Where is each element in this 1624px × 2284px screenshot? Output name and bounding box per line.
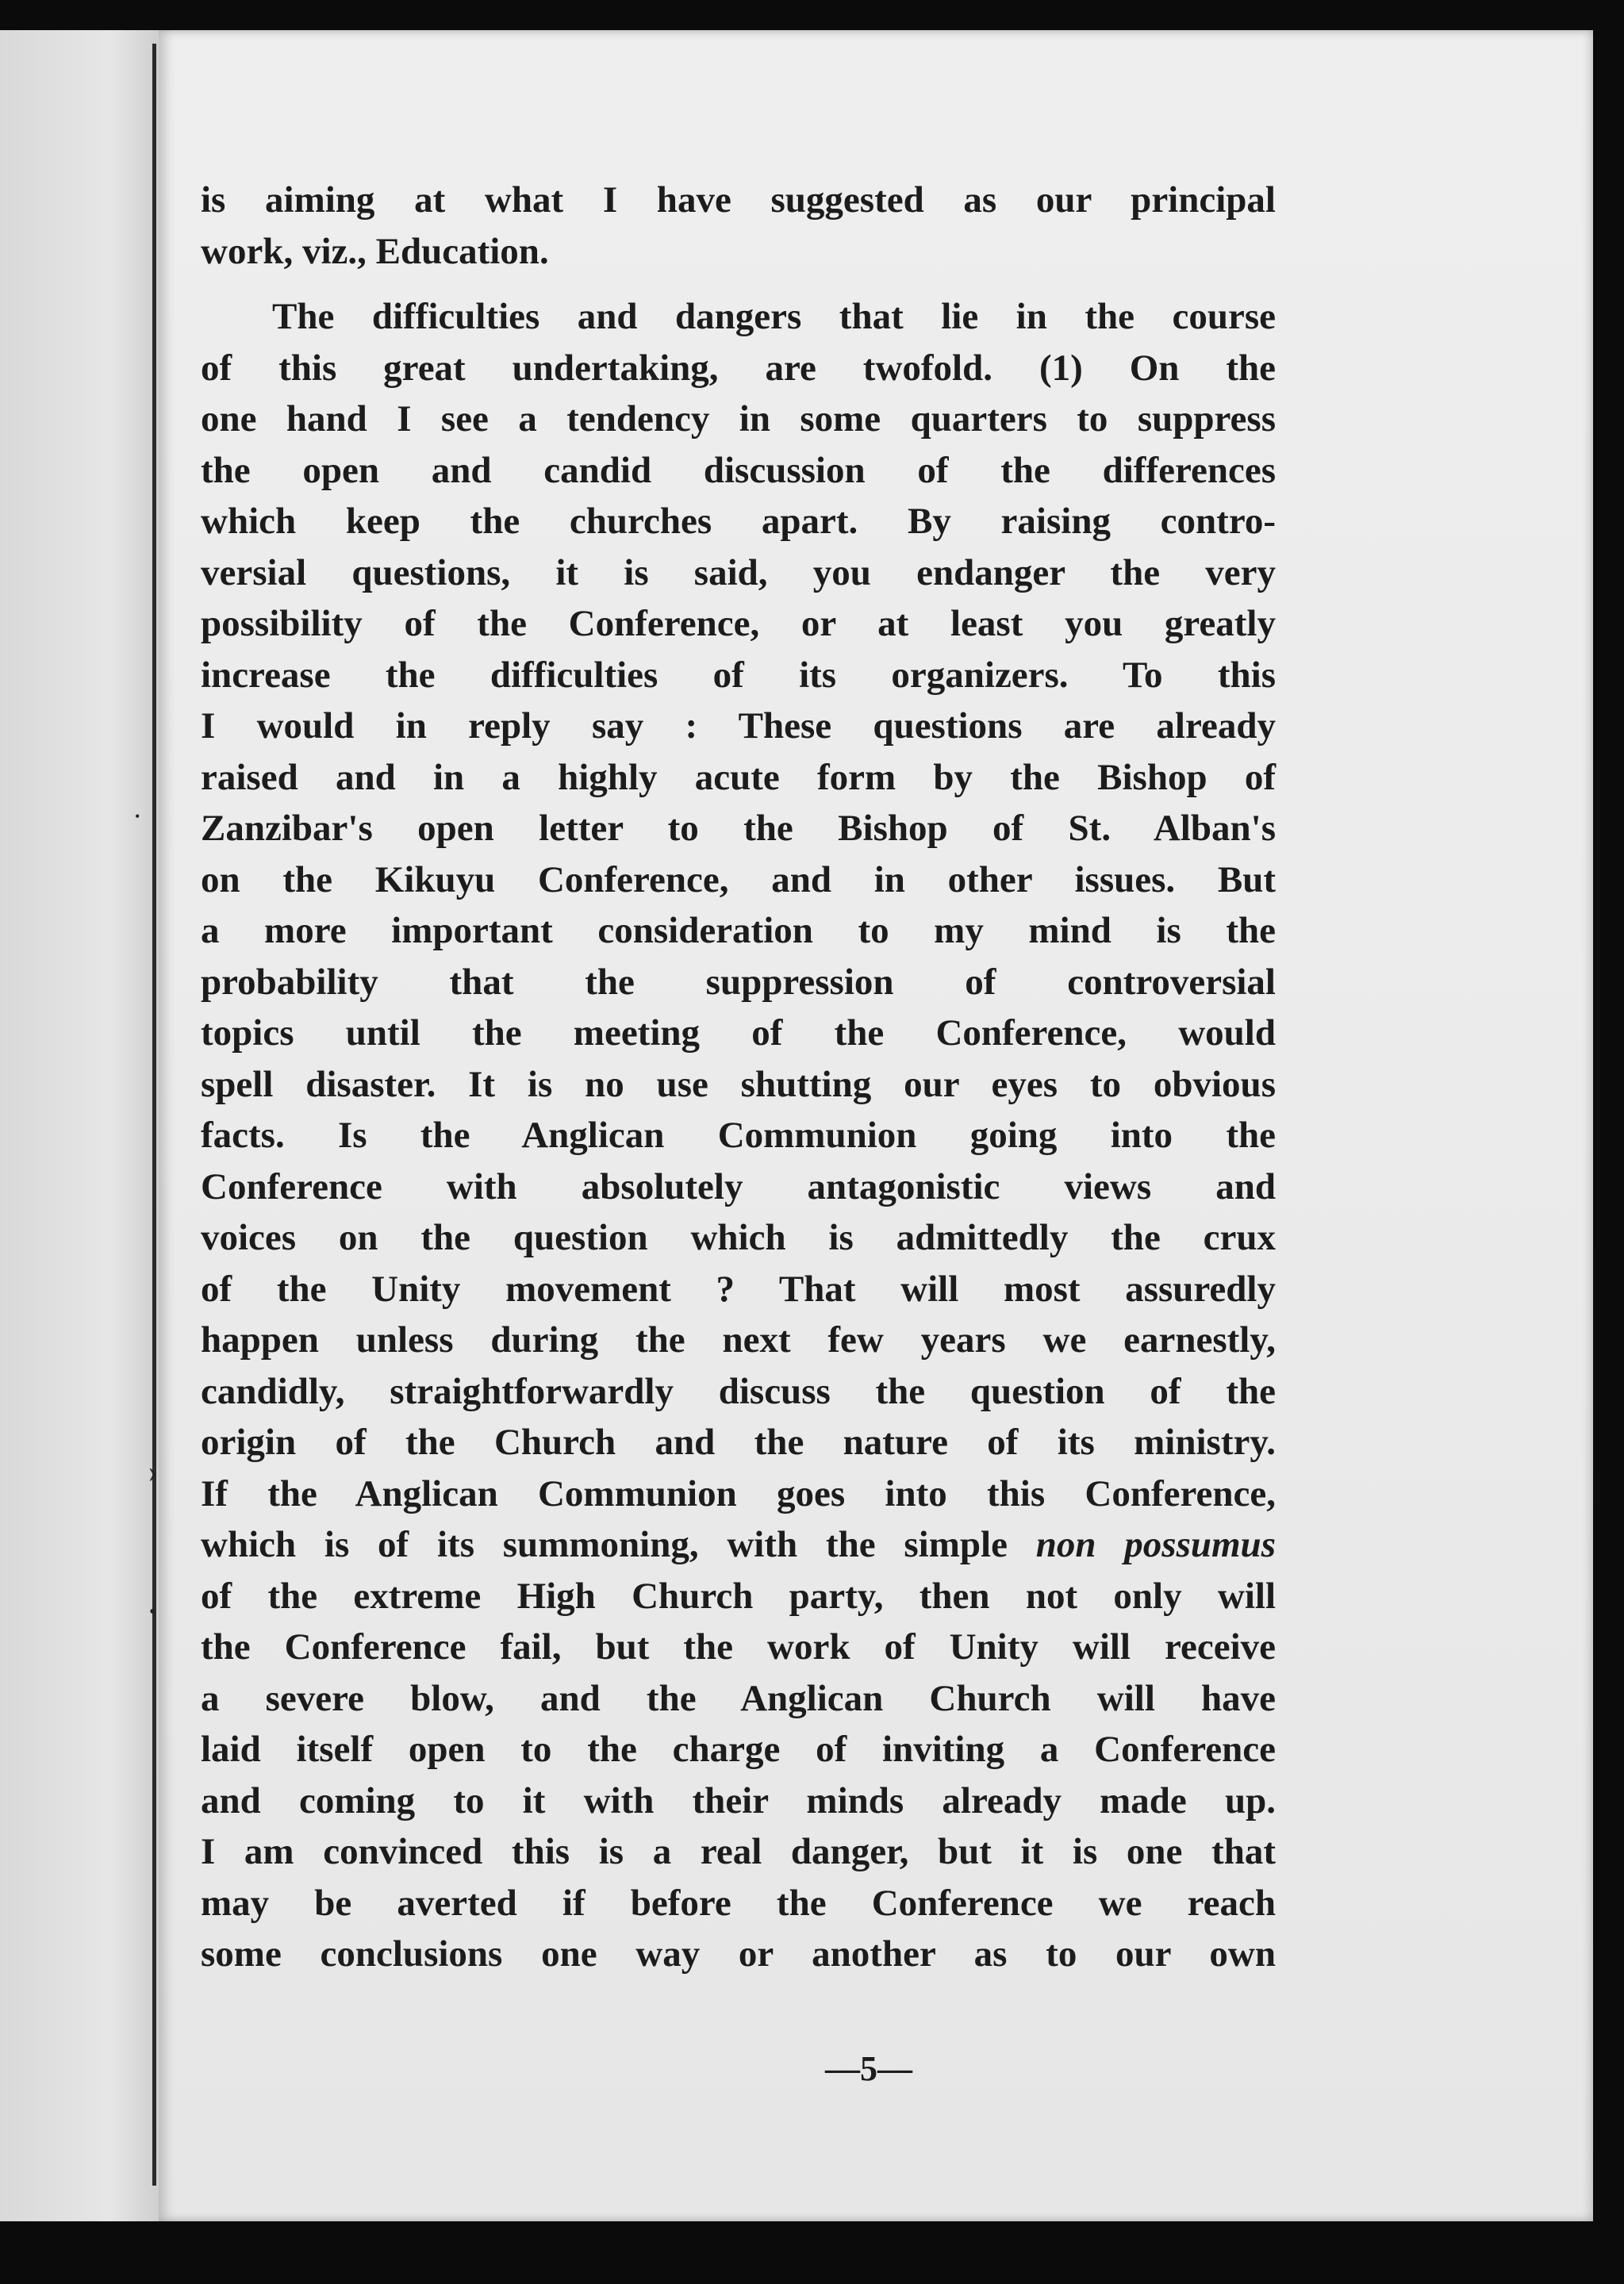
text-line: laid itself open to the charge of inviting a Conference bbox=[201, 1729, 1276, 1770]
text-line: increase the difficulties of its organizers. To this bbox=[201, 654, 1276, 696]
text-line: I would in reply say : These questions are already bbox=[201, 705, 1276, 747]
text-line: probability that the suppression of controversial bbox=[201, 961, 1276, 1003]
text-line: happen unless during the next few years we earnestly, bbox=[201, 1319, 1276, 1361]
margin-dot-mark: • bbox=[135, 808, 140, 824]
text-line: work, viz., Education. bbox=[201, 230, 549, 272]
left-page-edge bbox=[0, 30, 159, 2221]
body-text bbox=[201, 175, 1276, 1980]
text-segment: which is of its summoning, with the simple bbox=[201, 1524, 1008, 1565]
text-line: is aiming at what I have suggested as our principal bbox=[201, 179, 1276, 221]
text-line: spell disaster. It is no use shutting our eyes to obvious bbox=[201, 1063, 1276, 1105]
text-line: voices on the question which is admittedly the crux bbox=[201, 1217, 1276, 1258]
text-line: some conclusions one way or another as to our own bbox=[201, 1933, 1276, 1975]
text-line: which keep the churches apart. By raising contro- bbox=[201, 501, 1276, 542]
text-line: may be averted if before the Conference we reach bbox=[201, 1882, 1276, 1924]
text-line: raised and in a highly acute form by the Bishop of bbox=[201, 756, 1276, 798]
text-line: of the Unity movement ? That will most assuredly bbox=[201, 1268, 1276, 1310]
text-line: the open and candid discussion of the differences bbox=[201, 449, 1276, 491]
margin-dot-mark-lower: • bbox=[149, 1602, 156, 1622]
text-line: Conference with absolutely antagonistic views and bbox=[201, 1165, 1276, 1207]
text-line: a severe blow, and the Anglican Church will have bbox=[201, 1677, 1276, 1719]
text-line-with-italic bbox=[201, 1519, 1276, 1571]
text-line: If the Anglican Communion goes into this Conference, bbox=[201, 1472, 1276, 1514]
text-line: of the extreme High Church party, then not only will bbox=[201, 1575, 1276, 1617]
text-line: topics until the meeting of the Conference, would bbox=[201, 1012, 1276, 1054]
text-line: and coming to it with their minds already made up. bbox=[201, 1779, 1276, 1821]
text-line: candidly, straightforwardly discuss the question of the bbox=[201, 1370, 1276, 1412]
text-line: versial questions, it is said, you endanger the very bbox=[201, 551, 1276, 593]
gutter-line bbox=[152, 44, 156, 2186]
margin-arrow-mark: › bbox=[148, 1453, 159, 1489]
text-line: The difficulties and dangers that lie in the course bbox=[272, 296, 1276, 337]
italic-phrase: non possumus bbox=[1035, 1524, 1276, 1565]
page-number: —5— bbox=[825, 2049, 912, 2088]
text-line: possibility of the Conference, or at least you greatly bbox=[201, 603, 1276, 644]
text-line: the Conference fail, but the work of Unity will receive bbox=[201, 1626, 1276, 1668]
text-line: one hand I see a tendency in some quarters to suppress bbox=[201, 398, 1276, 440]
text-line: of this great undertaking, are twofold. (1) On the bbox=[201, 347, 1276, 389]
text-line: a more important consideration to my mind is the bbox=[201, 910, 1276, 951]
text-line: Zanzibar's open letter to the Bishop of St. Alban's bbox=[201, 808, 1276, 849]
text-line: facts. Is the Anglican Communion going into the bbox=[201, 1115, 1276, 1156]
scan-right-border bbox=[1593, 0, 1624, 2284]
text-line: I am convinced this is a real danger, but it is one that bbox=[201, 1831, 1276, 1872]
text-line: origin of the Church and the nature of its ministry. bbox=[201, 1422, 1276, 1463]
text-line: on the Kikuyu Conference, and in other issues. But bbox=[201, 858, 1276, 900]
